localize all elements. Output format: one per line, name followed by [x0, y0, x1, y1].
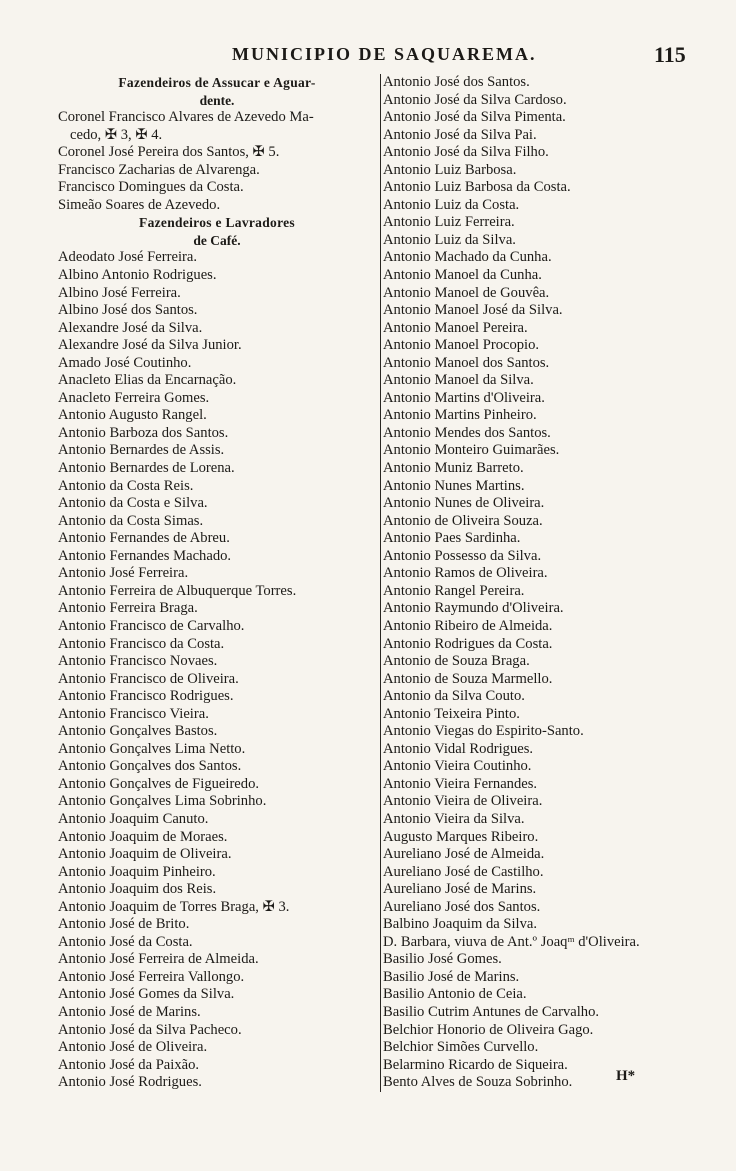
list-item: Antonio Francisco Novaes.: [58, 653, 218, 670]
list-item: Antonio José da Silva Cardoso.: [383, 91, 567, 108]
list-item: Antonio José dos Santos.: [383, 74, 530, 90]
list-item: Antonio Martins Pinheiro.: [383, 407, 537, 424]
list-item: Balbino Joaquim da Silva.: [383, 916, 538, 933]
list-item: Antonio da Silva Couto.: [383, 688, 525, 705]
list-item: Antonio Machado da Cunha.: [383, 249, 552, 266]
list-item: Antonio da Costa Reis.: [58, 477, 194, 494]
list-item: Coronel Francisco Alvares de Azevedo Ma-: [58, 109, 314, 126]
list-item: Antonio José da Costa.: [58, 933, 193, 950]
list-item: Antonio de Souza Braga.: [383, 653, 530, 670]
page-number: 115: [654, 42, 686, 67]
list-item: Antonio Manoel da Cunha.: [383, 267, 542, 284]
section-heading: Fazendeiros de Assucar e Aguar-: [118, 75, 316, 90]
list-item: Basilio José de Marins.: [383, 968, 520, 985]
list-item: Antonio Raymundo d'Oliveira.: [383, 600, 564, 617]
list-item: Albino Antonio Rodrigues.: [58, 267, 217, 284]
list-item: Basilio Cutrim Antunes de Carvalho.: [383, 1003, 600, 1020]
list-item: Basilio Antonio de Ceia.: [383, 986, 527, 1003]
list-item: Antonio José Ferreira Vallongo.: [58, 968, 245, 985]
list-item: Anacleto Ferreira Gomes.: [58, 389, 210, 406]
list-item: Antonio Fernandes Machado.: [58, 547, 232, 564]
running-title: MUNICIPIO DE SAQUAREMA.: [232, 44, 537, 64]
list-item: Francisco Domingues da Costa.: [58, 179, 244, 196]
list-item: Antonio Gonçalves Lima Sobrinho.: [58, 793, 267, 810]
list-item: Antonio José da Silva Pai.: [383, 126, 537, 143]
list-item: Antonio José Ferreira de Almeida.: [58, 951, 259, 968]
list-item: Antonio Joaquim dos Reis.: [58, 881, 217, 898]
section-heading: dente.: [199, 92, 235, 108]
list-item: Bento Alves de Souza Sobrinho.: [383, 1074, 573, 1091]
list-item: Augusto Marques Ribeiro.: [383, 828, 539, 845]
list-item: Antonio Nunes Martins.: [383, 477, 525, 494]
list-item: cedo, ✠ 3, ✠ 4.: [70, 126, 163, 143]
list-item: Antonio Gonçalves dos Santos.: [58, 758, 242, 775]
list-item: Francisco Zacharias de Alvarenga.: [58, 161, 260, 178]
list-item: Alexandre José da Silva.: [58, 319, 203, 336]
list-item: Antonio Rodrigues da Costa.: [383, 635, 553, 652]
list-item: Antonio José de Brito.: [58, 916, 190, 933]
list-item: Antonio de Souza Marmello.: [383, 670, 553, 687]
list-item: Coronel José Pereira dos Santos, ✠ 5.: [58, 144, 280, 161]
list-item: Antonio da Costa e Silva.: [58, 495, 208, 512]
right-column: [380, 74, 713, 1092]
list-item: Antonio José da Silva Pacheco.: [58, 1021, 242, 1038]
list-item: Aureliano José dos Santos.: [383, 898, 541, 915]
list-item: Antonio Ferreira Braga.: [58, 600, 198, 617]
list-item: Basilio José Gomes.: [383, 951, 502, 968]
list-item: Antonio Francisco Vieira.: [58, 705, 209, 722]
list-item: Antonio Vieira da Silva.: [383, 810, 525, 827]
list-item: Antonio Joaquim de Oliveira.: [58, 846, 232, 863]
list-item: Antonio da Costa Simas.: [58, 512, 204, 529]
list-item: Aureliano José de Marins.: [383, 881, 537, 898]
section-heading: de Café.: [193, 232, 241, 248]
list-item: Antonio Francisco Rodrigues.: [58, 688, 234, 705]
list-item: Antonio José de Marins.: [58, 1003, 201, 1020]
list-item: Antonio Vieira Fernandes.: [383, 775, 538, 792]
list-item: Antonio José da Silva Pimenta.: [383, 109, 566, 126]
list-item: Antonio Manoel de Gouvêa.: [383, 284, 550, 301]
list-item: D. Barbara, viuva de Ant.º Joaqᵐ d'Oliveira.: [383, 933, 640, 950]
list-item: Antonio Nunes de Oliveira.: [383, 495, 545, 512]
list-item: Antonio Possesso da Silva.: [383, 547, 542, 564]
list-item: Anacleto Elias da Encarnação.: [58, 372, 237, 389]
list-item: Antonio Luiz da Costa.: [383, 196, 520, 213]
list-item: Antonio Francisco de Carvalho.: [58, 617, 245, 634]
list-item: Antonio Francisco de Oliveira.: [58, 670, 239, 687]
list-item: Adeodato José Ferreira.: [58, 249, 197, 266]
list-item: Antonio José Gomes da Silva.: [58, 986, 235, 1003]
list-item: Simeão Soares de Azevedo.: [58, 196, 221, 213]
list-item: Antonio Gonçalves Bastos.: [58, 723, 218, 740]
list-item: Belchior Simões Curvello.: [383, 1039, 539, 1056]
signature-mark: H*: [616, 1068, 636, 1084]
list-item: Antonio Francisco da Costa.: [58, 635, 225, 652]
list-item: Antonio Vieira de Oliveira.: [383, 793, 543, 810]
list-item: Antonio Ribeiro de Almeida.: [383, 617, 553, 634]
list-item: Antonio Joaquim Canuto.: [58, 810, 209, 827]
list-item: Amado José Coutinho.: [58, 354, 192, 371]
list-item: Antonio José da Silva Filho.: [383, 144, 549, 161]
list-item: Antonio Vieira Coutinho.: [383, 758, 532, 775]
list-item: Antonio Gonçalves Lima Netto.: [58, 740, 246, 757]
list-item: Aureliano José de Almeida.: [383, 846, 545, 863]
page-header: [0, 42, 736, 70]
list-item: Aureliano José de Castilho.: [383, 863, 544, 880]
list-item: Antonio Manoel Pereira.: [383, 319, 528, 336]
list-item: Antonio Bernardes de Lorena.: [58, 460, 235, 477]
list-item: Antonio Manoel Procopio.: [383, 337, 540, 354]
list-item: Antonio Viegas do Espirito-Santo.: [383, 723, 584, 740]
list-item: Antonio Luiz da Silva.: [383, 231, 516, 248]
list-item: Antonio Vidal Rodrigues.: [383, 740, 534, 757]
list-item: Belchior Honorio de Oliveira Gago.: [383, 1021, 594, 1038]
list-item: Antonio Joaquim de Torres Braga, ✠ 3.: [58, 898, 290, 915]
list-item: Antonio Luiz Ferreira.: [383, 214, 515, 231]
list-item: Antonio Luiz Barbosa.: [383, 161, 517, 178]
list-item: Antonio de Oliveira Souza.: [383, 512, 543, 529]
list-item: Alexandre José da Silva Junior.: [58, 337, 242, 354]
list-item: Antonio Bernardes de Assis.: [58, 442, 225, 459]
list-item: Antonio Mendes dos Santos.: [383, 424, 551, 441]
list-item: Antonio Muniz Barreto.: [383, 460, 524, 477]
list-item: Antonio Manoel José da Silva.: [383, 302, 563, 319]
list-item: Antonio Paes Sardinha.: [383, 530, 521, 547]
list-item: Albino José dos Santos.: [58, 302, 198, 319]
list-item: Antonio Joaquim Pinheiro.: [58, 863, 216, 880]
list-item: Antonio José da Paixão.: [58, 1056, 200, 1073]
left-column: [58, 74, 376, 1092]
list-item: Antonio Monteiro Guimarães.: [383, 442, 560, 459]
list-item: Albino José Ferreira.: [58, 284, 181, 301]
list-item: Antonio Barboza dos Santos.: [58, 424, 229, 441]
list-item: Antonio Manoel dos Santos.: [383, 354, 550, 371]
list-item: Antonio Ferreira de Albuquerque Torres.: [58, 582, 297, 599]
list-item: Antonio Luiz Barbosa da Costa.: [383, 179, 571, 196]
list-item: Antonio Martins d'Oliveira.: [383, 389, 545, 406]
list-item: Antonio Ramos de Oliveira.: [383, 565, 548, 582]
list-item: Antonio Manoel da Silva.: [383, 372, 534, 389]
list-item: Belarmino Ricardo de Siqueira.: [383, 1056, 568, 1073]
list-item: Antonio José Rodrigues.: [58, 1074, 202, 1091]
list-item: Antonio Fernandes de Abreu.: [58, 530, 230, 547]
list-item: Antonio Teixeira Pinto.: [383, 705, 520, 722]
list-item: Antonio Rangel Pereira.: [383, 582, 525, 599]
list-item: Antonio Gonçalves de Figueiredo.: [58, 775, 260, 792]
list-item: Antonio Joaquim de Moraes.: [58, 828, 228, 845]
section-heading: Fazendeiros e Lavradores: [139, 215, 295, 231]
list-item: Antonio José de Oliveira.: [58, 1039, 208, 1056]
list-item: Antonio José Ferreira.: [58, 565, 189, 582]
list-item: Antonio Augusto Rangel.: [58, 407, 207, 424]
